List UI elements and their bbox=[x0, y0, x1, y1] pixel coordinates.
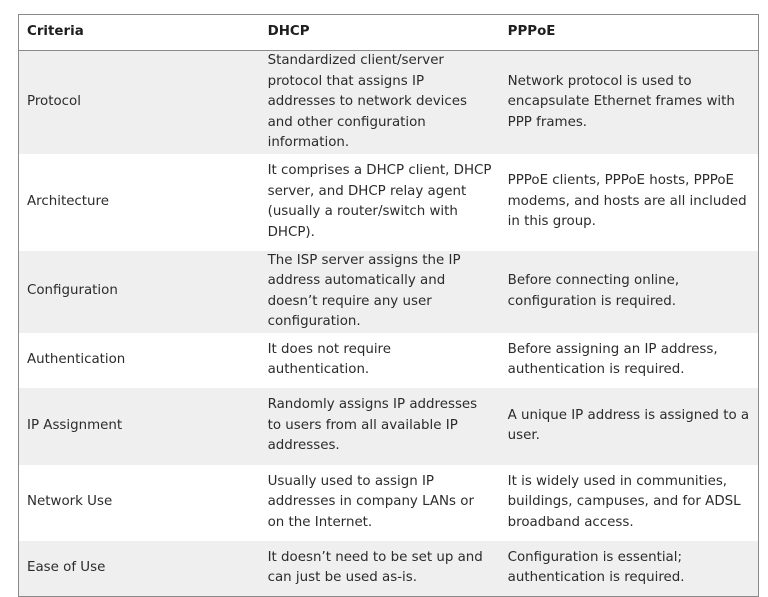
header-pppoe: PPPoE bbox=[500, 15, 759, 51]
criteria-cell: Ease of Use bbox=[19, 541, 260, 597]
pppoe-cell: It is widely used in communities, buildings, campuses, and for ADSL broadband access. bbox=[500, 465, 759, 541]
pppoe-cell: Before assigning an IP address, authentication is required. bbox=[500, 333, 759, 388]
dhcp-cell: The ISP server assigns the IP address automatically and doesn’t require any user configuration. bbox=[260, 251, 500, 333]
criteria-cell: Network Use bbox=[19, 465, 260, 541]
table-row bbox=[19, 465, 759, 541]
table-row bbox=[19, 388, 759, 465]
table-row bbox=[19, 541, 759, 597]
pppoe-cell: PPPoE clients, PPPoE hosts, PPPoE modems, and hosts are all included in this group. bbox=[500, 154, 759, 251]
criteria-cell: Protocol bbox=[19, 51, 260, 154]
table-row bbox=[19, 51, 759, 154]
dhcp-cell: It does not require authentication. bbox=[260, 333, 500, 388]
pppoe-cell: Before connecting online, configuration is required. bbox=[500, 251, 759, 333]
dhcp-cell: Usually used to assign IP addresses in company LANs or on the Internet. bbox=[260, 465, 500, 541]
header-dhcp: DHCP bbox=[260, 15, 500, 51]
pppoe-cell: A unique IP address is assigned to a user. bbox=[500, 388, 759, 465]
dhcp-cell: Standardized client/server protocol that assigns IP addresses to network devices and other configuration information. bbox=[260, 51, 500, 154]
header-criteria: Criteria bbox=[19, 15, 260, 51]
dhcp-cell: It comprises a DHCP client, DHCP server, and DHCP relay agent (usually a router/switch with DHCP). bbox=[260, 154, 500, 251]
dhcp-cell: It doesn’t need to be set up and can just be used as-is. bbox=[260, 541, 500, 597]
table-row bbox=[19, 333, 759, 388]
table-row bbox=[19, 251, 759, 333]
criteria-cell: IP Assignment bbox=[19, 388, 260, 465]
criteria-cell: Authentication bbox=[19, 333, 260, 388]
criteria-cell: Architecture bbox=[19, 154, 260, 251]
criteria-cell: Configuration bbox=[19, 251, 260, 333]
pppoe-cell: Network protocol is used to encapsulate Ethernet frames with PPP frames. bbox=[500, 51, 759, 154]
comparison-table bbox=[18, 14, 759, 597]
header-row bbox=[19, 15, 759, 51]
dhcp-cell: Randomly assigns IP addresses to users from all available IP addresses. bbox=[260, 388, 500, 465]
table-row bbox=[19, 154, 759, 251]
pppoe-cell: Configuration is essential; authentication is required. bbox=[500, 541, 759, 597]
